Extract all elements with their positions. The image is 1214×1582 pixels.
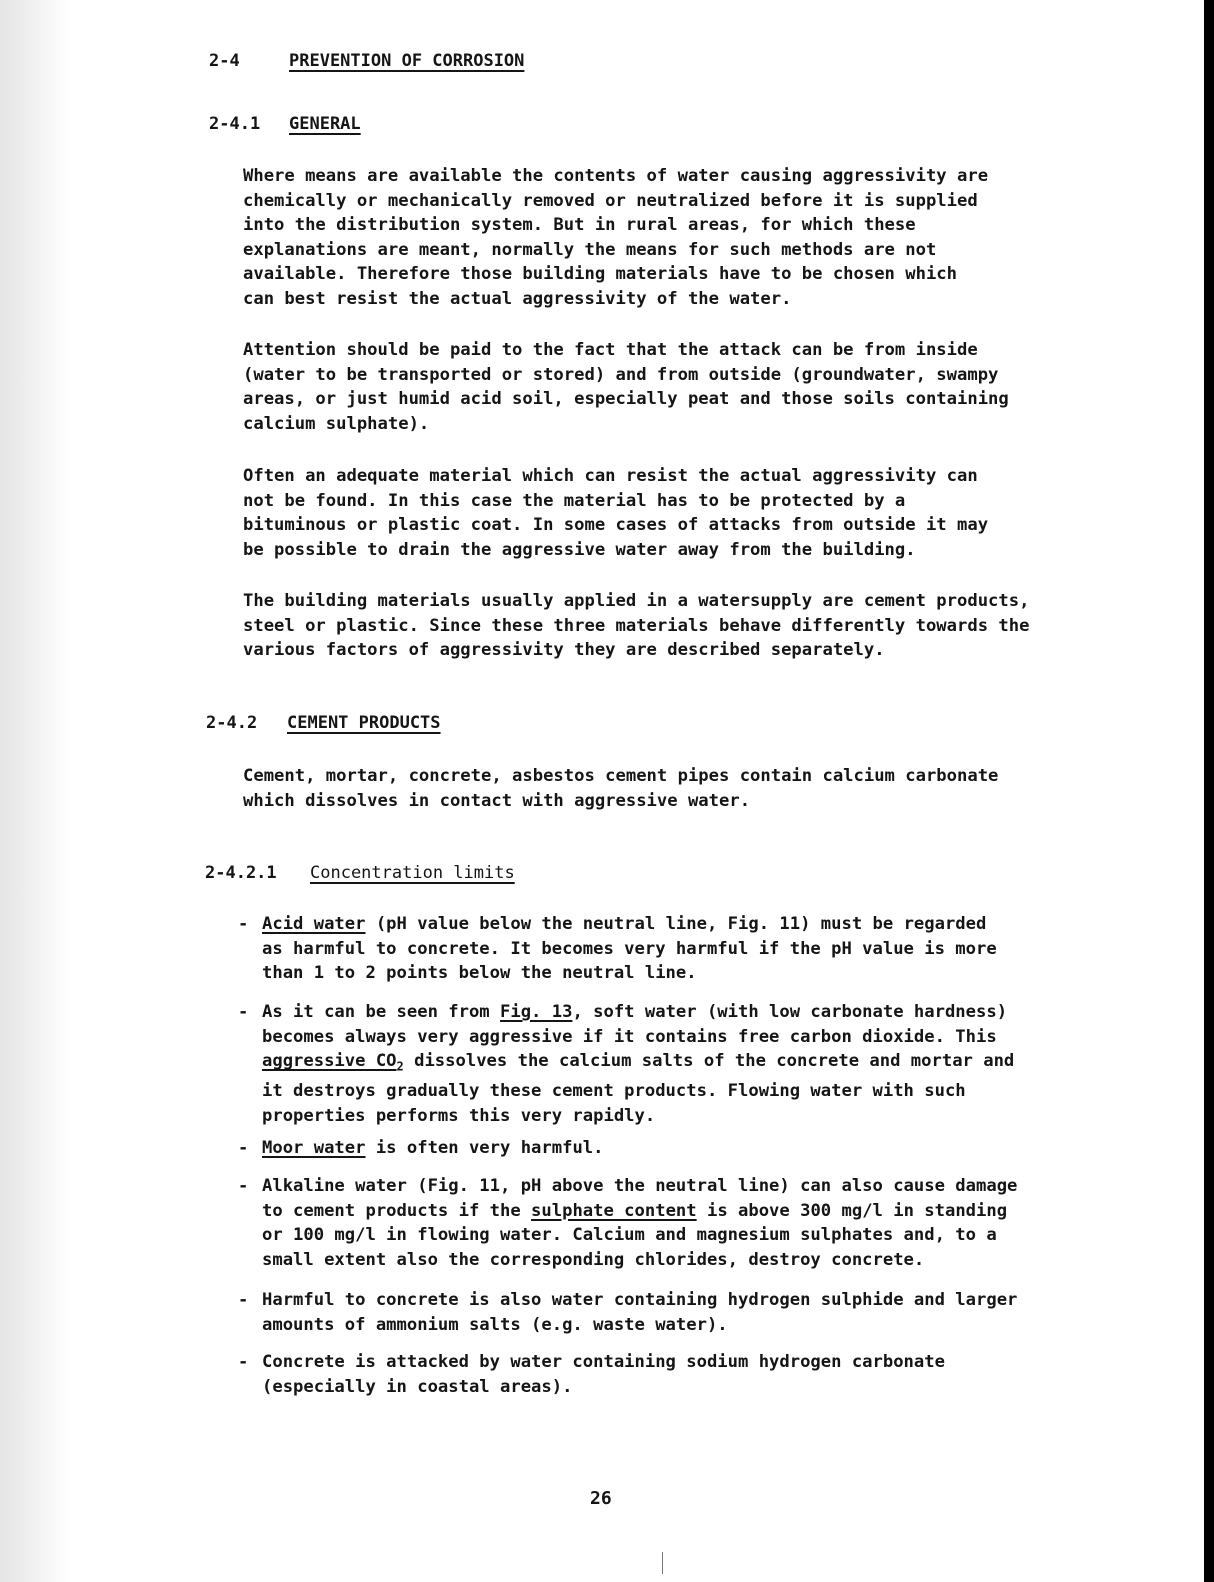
bullet-dash: - <box>238 1290 249 1310</box>
bullet-dash: - <box>238 1138 249 1158</box>
subsection-number: 2-4.2 <box>206 713 258 733</box>
scan-mark <box>662 1552 663 1574</box>
bullet-text-lines: as harmful to concrete. It becomes very harmful if the pH value is more than 1 to 2 points below the neutral line. <box>262 938 997 984</box>
bullet-dash: - <box>238 914 249 934</box>
term-moor-water: Moor water <box>262 1138 366 1158</box>
page-border-rule <box>1204 0 1214 1582</box>
subsection-title: GENERAL <box>289 114 361 134</box>
bullet-text <box>262 912 997 986</box>
bullet-text: Harmful to concrete is also water containing hydrogen sulphide and larger amounts of ammonium salts (e.g. waste water). <box>262 1290 1018 1335</box>
bullet-dash: - <box>238 1352 249 1372</box>
bullet-text-line: dissolves the calcium salts of the concrete and mortar and <box>403 1051 1015 1072</box>
bullet-acid-water <box>238 912 997 1010</box>
bullet-alkaline-water <box>238 1174 1018 1272</box>
bullet-text-line: As it can be seen from <box>262 1002 500 1022</box>
term-sulphate-content: sulphate content <box>531 1200 697 1221</box>
bullet-text <box>262 1000 1014 1128</box>
bullet-text: Concrete is attacked by water containing sodium hydrogen carbonate (especially in coastal areas). <box>262 1352 945 1397</box>
bullet-text-line: becomes always very aggressive if it contains free carbon dioxide. This <box>262 1026 997 1047</box>
term-text: aggressive CO <box>262 1051 397 1072</box>
bullet-text-line: Alkaline water (Fig. 11, pH above the neutral line) can also cause damage <box>262 1176 1018 1196</box>
bullet-sodium-hydrogen-carbonate <box>238 1350 945 1448</box>
term-aggressive-co2 <box>262 1051 404 1074</box>
section-heading <box>209 50 524 72</box>
subsubsection-heading-limits <box>205 862 515 884</box>
bullet-dash: - <box>238 1176 249 1196</box>
term-acid-water: Acid water <box>262 914 366 934</box>
section-number: 2-4 <box>209 51 240 71</box>
general-paragraph-3: Often an adequate material which can resist the actual aggressivity can not be found. In this case the material has to be protected by a bituminous or plastic coat. In some cases of attacks from outside it may be possible to drain the aggressive water away from the building. <box>243 466 989 560</box>
bullet-text-line: is above 300 mg/l in standing <box>696 1200 1008 1221</box>
bullet-text <box>262 1174 1017 1272</box>
cement-paragraph: Cement, mortar, concrete, asbestos cement pipes contain calcium carbonate which dissolves in contact with aggressive water. <box>243 766 999 811</box>
section-title: PREVENTION OF CORROSION <box>289 51 525 71</box>
general-paragraph-2: Attention should be paid to the fact that the attack can be from inside (water to be transported or stored) and from outside (groundwater, swampy areas, or just humid acid soil, especially peat and those soils containing calcium sulphate). <box>243 340 1009 434</box>
subsection-heading-cement <box>206 712 441 734</box>
bullet-text-line: (pH value below the neutral line, Fig. 11) must be regarded <box>365 914 987 934</box>
subsection-title: CEMENT PRODUCTS <box>287 713 441 733</box>
bullet-text-line: is often very harmful. <box>365 1138 604 1158</box>
bullet-text-line: , soft water (with low carbonate hardness) <box>572 1002 1008 1022</box>
bullet-text-lines: or 100 mg/l in flowing water. Calcium and magnesium sulphates and, to a small extent also the corresponding chlorides, destroy concrete. <box>262 1225 997 1270</box>
bullet-text-lines: it destroys gradually these cement products. Flowing water with such properties performs this very rapidly. <box>262 1081 966 1126</box>
general-paragraph-4: The building materials usually applied in a watersupply are cement products, steel or plastic. Since these three materials behave differently towards the various factors of aggressivity they are described separately. <box>243 591 1030 661</box>
subsubsection-title: Concentration limits <box>310 863 515 883</box>
general-paragraph-1: Where means are available the contents of water causing aggressivity are chemically or mechanically removed or neutralized before it is supplied into the distribution system. But in rural areas, for which these explanations are meant, normally the means for such methods are not available. Therefore those building materials have to be chosen which can best resist the actual aggressivity of the water. <box>243 166 989 309</box>
fig-13-reference: Fig. 13 <box>500 1002 573 1022</box>
bullet-soft-water <box>238 1000 1015 1126</box>
subscript-2: 2 <box>396 1059 404 1074</box>
page-number: 26 <box>590 1488 612 1509</box>
subsection-heading-general <box>209 113 361 135</box>
subsubsection-number: 2-4.2.1 <box>205 863 277 883</box>
bullet-text-line: to cement products if the <box>262 1200 532 1221</box>
bullet-dash: - <box>238 1002 249 1022</box>
bullet-text <box>262 1136 603 1161</box>
subsection-number: 2-4.1 <box>209 114 261 134</box>
